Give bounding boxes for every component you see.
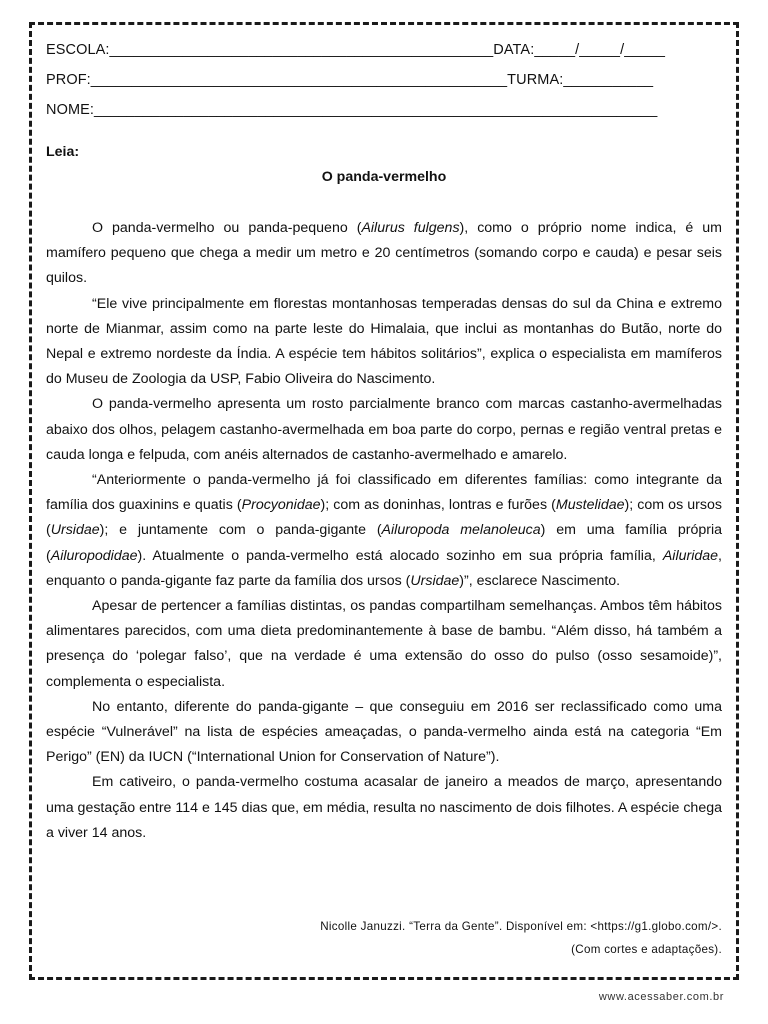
reading-text xyxy=(46,140,722,846)
prof-line[interactable]: PROF:___________________________________________________TURMA:___________ xyxy=(46,72,654,88)
footer-url[interactable]: www.acessaber.com.br xyxy=(598,991,724,1003)
paragraph: No entanto, diferente do panda-gigante – que conseguiu em 2016 ser reclassificado como uma espécie “Vulnerável” na lista de espécies ameaçadas, o panda-vermelho ainda está na categoria “Em Perigo” (EN) da IUCN (“International Union for Conservation of Nature”). xyxy=(46,698,722,766)
source-citation: Nicolle Januzzi. “Terra da Gente”. Disponível em: <https://g1.globo.com/>. xyxy=(320,920,722,933)
scientific-name: Ailuropoda melanoleuca xyxy=(381,522,541,539)
scientific-name: Ursidae xyxy=(50,522,100,539)
scientific-name: Procyonidae xyxy=(241,497,321,514)
nome-line[interactable]: NOME:_____________________________________________________________________ xyxy=(46,102,658,118)
paragraph: “Ele vive principalmente em florestas montanhosas temperadas densas do sul da China e extremo norte de Mianmar, assim como na parte leste do Himalaia, que inclui as montanhas do Butão, norte do Nepal e extremo nordeste da Índia. A espécie tem hábitos solitários”, explica o especialista em mamíferos do Museu de Zoologia da USP, Fabio Oliveira do Nascimento. xyxy=(46,295,722,388)
scientific-name: Ursidae xyxy=(410,572,460,589)
paragraph: O panda-vermelho apresenta um rosto parcialmente branco com marcas castanho-avermelhadas abaixo dos olhos, pelagem castanho-avermelhada em boa parte do corpo, pernas e região ventral pretas e cauda longa e felpuda, com anéis alternados de castanho-avermelhado e amarelo. xyxy=(46,396,722,463)
instruction-label: Leia: xyxy=(46,144,80,160)
text-title: O panda-vermelho xyxy=(321,169,447,185)
paragraph: O panda-vermelho ou panda-pequeno (Ailurus fulgens), como o próprio nome indica, é um mamífero pequeno que chega a medir um metro e 20 centímetros (somando corpo e cauda) e pesar seis quilos. xyxy=(46,220,722,287)
scientific-name: Ailuropodidae xyxy=(50,547,138,564)
escola-line[interactable]: ESCOLA:_______________________________________________DATA:_____/_____/_____ xyxy=(46,42,666,58)
paragraph: Em cativeiro, o panda-vermelho costuma acasalar de janeiro a meados de março, apresentando uma gestação entre 114 e 145 dias que, em média, resulta no nascimento de dois filhotes. A espécie chega a viver 14 anos. xyxy=(46,774,722,841)
scientific-name: Ailurus fulgens xyxy=(361,220,460,236)
scientific-name: Mustelidae xyxy=(555,497,625,514)
paragraph: “Anteriormente o panda-vermelho já foi classificado em diferentes famílias: como integrante da família dos guaxinins e quatis (Procyonidae); com as doninhas, lontras e furões (Mustelidae); com os ursos (Ursidae); e juntamente com o panda-gigante (Ailuropoda melanoleuca) em uma família própria (Ailuropodidae). Atualmente o panda-vermelho está alocado sozinho em sua própria família, Ailuridae, enquanto o panda-gigante faz parte da família dos ursos (Ursidae)”, esclarece Nascimento. xyxy=(46,472,723,589)
paragraph: Apesar de pertencer a famílias distintas, os pandas compartilham semelhanças. Ambos têm hábitos alimentares parecidos, com uma dieta predominantemente à base de bambu. “Além disso, há também a presença do ‘polegar falso’, que na verdade é uma extensão do osso do pulso (osso sesamoide)”, complementa o especialista. xyxy=(46,598,722,690)
scientific-name: Ailuridae xyxy=(662,547,719,564)
source-note: (Com cortes e adaptações). xyxy=(571,943,722,956)
